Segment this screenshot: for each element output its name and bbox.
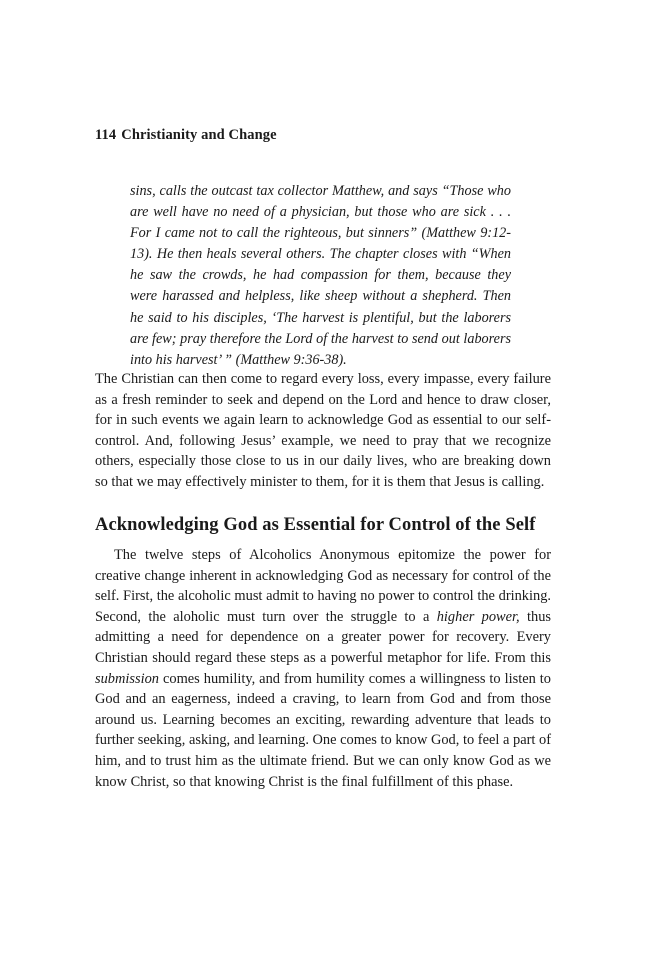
- book-title: Christianity and Change: [121, 127, 277, 143]
- running-head: [95, 127, 277, 144]
- body-paragraph: The Christian can then come to regard every loss, every impasse, every failure as a fresh reminder to seek and depend on the Lord and hence to draw closer, for in such events we again learn to acknowledge God as essential to our self-control. And, following Jesus’ example, we need to pray that we recognize others, especially those close to us in our daily lives, who are breaking down so that we may effectively minister to them, for it is them that Jesus is calling.: [95, 371, 551, 490]
- section-heading: Acknowledging God as Essential for Control of the Self: [95, 515, 536, 535]
- emphasis-higher-power: higher power,: [436, 608, 520, 625]
- paragraph-text: comes humility, and from humility comes a willingness to listen to God and an eagerness, indeed a craving, to learn from God and from those around us. Learning becomes an exciting, rewarding adventure that leads to further seeking, asking, and learning. One comes to know God, to feel a part of him, and to trust him as the ultimate friend. But we can only know God as we know Christ, so that knowing Christ is the final fulfillment of this phase.: [95, 670, 551, 790]
- emphasis-submission: submission: [95, 670, 159, 687]
- paragraph-text: thus admitting a need for dependence on a greater power for recovery. Every Christian should regard these steps as a powerful metaphor for life. From this: [95, 608, 552, 666]
- block-quote: sins, calls the outcast tax collector Matthew, and says “Those who are well have no need of a physician, but those who are sick . . . For I came not to call the righteous, but sinners” (Matthew 9:12-13). He then heals several others. The chapter closes with “When he saw the crowds, he had compassion for them, because they were harassed and helpless, like sheep without a shepherd. Then he said to his disciples, ‘The harvest is plentiful, but the laborers are few; pray therefore the Lord of the harvest to send out laborers into his harvest’ ” (Matthew 9:36-38).: [130, 183, 511, 368]
- paragraph-text: The twelve steps of Alcoholics Anonymous epitomize the power for creative change inherent in acknowledging God as necessary for control of the self. First, the alcoholic must admit to having no power to control the drinking. Second, the aloholic must turn over the struggle to a: [95, 547, 551, 625]
- body-paragraph: [95, 545, 551, 792]
- page-number: 114: [95, 127, 117, 143]
